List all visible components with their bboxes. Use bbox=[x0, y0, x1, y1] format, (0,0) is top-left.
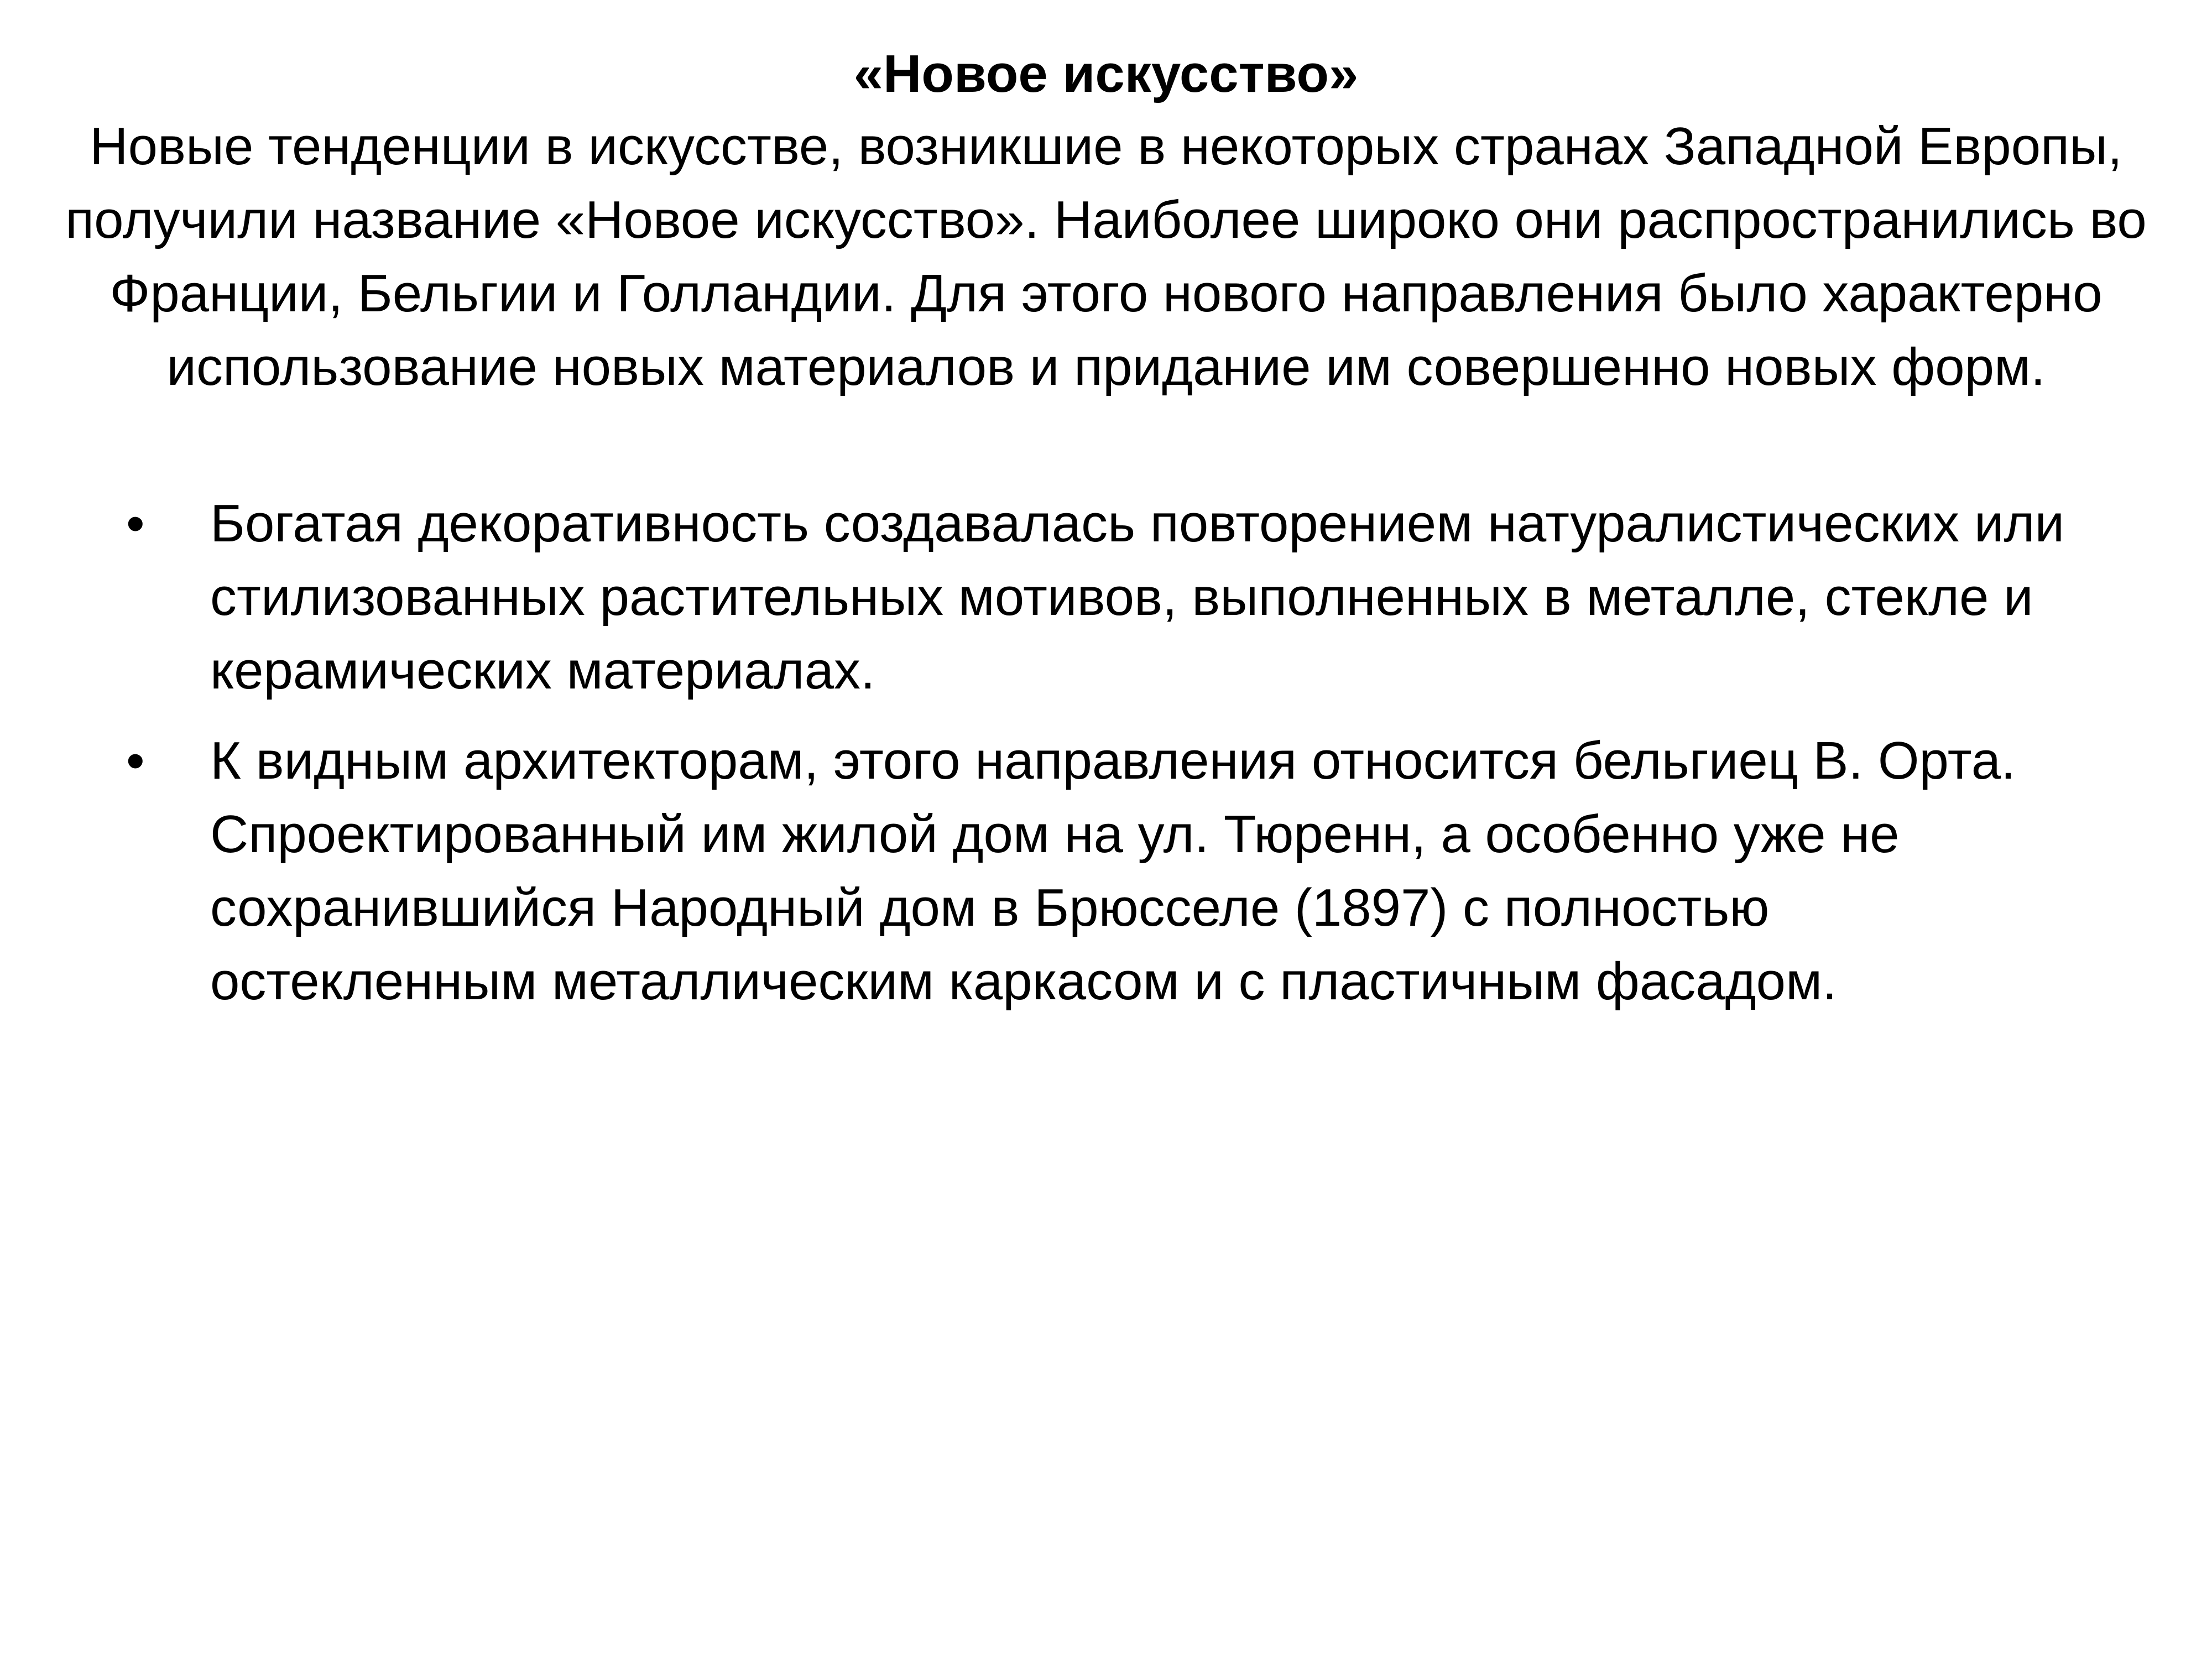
slide-title: «Новое искусство» bbox=[853, 44, 1359, 103]
bullet-marker: • bbox=[126, 494, 145, 553]
bullet-item bbox=[116, 724, 2107, 1018]
slide-header bbox=[55, 39, 2157, 404]
bullet-item bbox=[116, 487, 2107, 707]
bullet-text: К видным архитекторам, этого направления относится бельгиец В. Орта. Спроектированный им жилой дом на ул. Тюренн, а особенно уже не сохранившийся Народный дом в Брюсселе (1897) с полностью остекленным металлическим каркасом и с пластичным фасадом. bbox=[210, 731, 2016, 1011]
intro-paragraph: Новые тенденции в искусстве, возникшие в некоторых странах Западной Европы, получили название «Новое искусство». Наиболее широко они распространились во Франции, Бельгии и Голландии. Для этого нового направления было характерно использование новых материалов и придание им совершенно новых форм. bbox=[65, 117, 2147, 397]
bullet-marker: • bbox=[126, 731, 145, 790]
bullet-text: Богатая декоративность создавалась повторением натуралистических или стилизованных растительных мотивов, выполненных в металле, стекле и керамических материалах. bbox=[210, 494, 2065, 700]
bullet-list bbox=[116, 487, 2107, 1035]
